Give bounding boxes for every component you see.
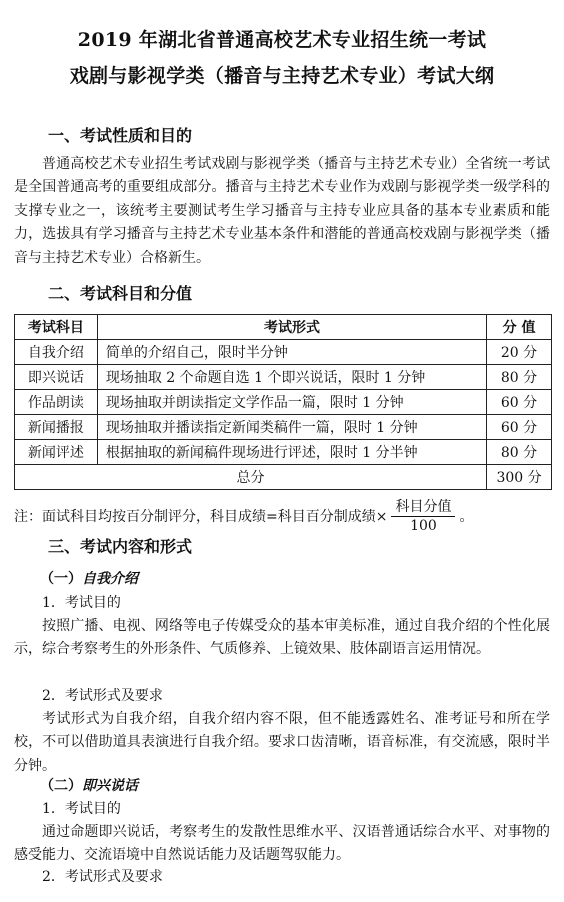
note-prefix: 注：面试科目均按百分制评分，科目成绩=科目百分制成绩×: [14, 508, 388, 525]
subsection1-marker: （一）: [40, 571, 82, 587]
table-total-label: 总分: [15, 465, 487, 490]
subsection1-item1: 1．考试目的: [42, 595, 121, 611]
subsection1-title: 自我介绍: [82, 571, 138, 587]
section1-heading: 一、考试性质和目的: [48, 126, 193, 145]
note-suffix: 。: [459, 508, 474, 525]
table-row: [15, 440, 552, 465]
table-cell-form: 根据抽取的新闻稿件现场进行评述，限时 1 分半钟: [97, 440, 486, 465]
table-header-score: 分 值: [487, 315, 552, 340]
document-title-line2: 戏剧与影视学类（播音与主持艺术专业）考试大纲: [69, 65, 495, 87]
subsection2-item1-text: 通过命题即兴说话，考察考生的发散性思维水平、汉语普通话综合水平、对事物的感受能力、交流语境中自然说话能力及话题驾驭能力。: [14, 824, 550, 864]
subsection2-heading: [40, 775, 138, 797]
table-cell-subject: 即兴说话: [15, 365, 98, 390]
table-row: [15, 340, 552, 365]
table-header-form: 考试形式: [97, 315, 486, 340]
subsection1-item2-text: 考试形式为自我介绍，自我介绍内容不限，但不能透露姓名、准考证号和所在学校，不可以借助道具表演进行自我介绍。要求口齿清晰，语音标准，有交流感，限时半分钟。: [14, 711, 550, 774]
section3-heading: 三、考试内容和形式: [48, 537, 193, 556]
table-header-subject: 考试科目: [15, 315, 98, 340]
table-total-value: 300 分: [487, 465, 552, 490]
subsection2-item1: 1．考试目的: [42, 801, 121, 817]
document-title-line1: 2019 年湖北省普通高校艺术专业招生统一考试: [77, 29, 487, 51]
score-note: [14, 498, 473, 535]
subsection1-heading: [40, 568, 138, 590]
note-fraction: [391, 498, 455, 535]
table-cell-form: 现场抽取 2 个命题自选 1 个即兴说话，限时 1 分钟: [97, 365, 486, 390]
table-cell-subject: 新闻评述: [15, 440, 98, 465]
table-cell-form: 现场抽取并播读指定新闻类稿件一篇，限时 1 分钟: [97, 415, 486, 440]
table-cell-subject: 自我介绍: [15, 340, 98, 365]
table-cell-score: 60 分: [487, 415, 552, 440]
table-cell-subject: 新闻播报: [15, 415, 98, 440]
table-header-row: [15, 315, 552, 340]
table-cell-subject: 作品朗读: [15, 390, 98, 415]
subsection2-item2: 2．考试形式及要求: [42, 869, 163, 885]
subsection2-marker: （二）: [40, 778, 82, 794]
table-cell-score: 60 分: [487, 390, 552, 415]
table-row: [15, 390, 552, 415]
table-total-row: [15, 465, 552, 490]
table-cell-score: 80 分: [487, 440, 552, 465]
section2-heading: 二、考试科目和分值: [48, 284, 193, 303]
table-row: [15, 365, 552, 390]
table-cell-form: 现场抽取并朗读指定文学作品一篇，限时 1 分钟: [97, 390, 486, 415]
table-cell-score: 80 分: [487, 365, 552, 390]
section1-paragraph: 普通高校艺术专业招生考试戏剧与影视学类（播音与主持艺术专业）全省统一考试是全国普通高考的重要组成部分。播音与主持艺术专业作为戏剧与影视学类一级学科的支撑专业之一，该统考主要测试考生学习播音与主持专业应具备的基本专业素质和能力，选拔具有学习播音与主持艺术专业基本条件和潜能的普通高校戏剧与影视学类（播音与主持艺术专业）合格新生。: [14, 156, 550, 266]
score-table: [14, 314, 552, 490]
table-cell-score: 20 分: [487, 340, 552, 365]
note-fraction-numerator: 科目分值: [391, 498, 455, 517]
table-row: [15, 415, 552, 440]
table-cell-form: 简单的介绍自己，限时半分钟: [97, 340, 486, 365]
note-fraction-denominator: 100: [410, 518, 437, 534]
subsection1-item1-text: 按照广播、电视、网络等电子传媒受众的基本审美标准，通过自我介绍的个性化展示，综合考察考生的外形条件、气质修养、上镜效果、肢体副语言运用情况。: [14, 618, 550, 658]
subsection2-title: 即兴说话: [82, 778, 138, 794]
subsection1-item2: 2．考试形式及要求: [42, 688, 163, 704]
